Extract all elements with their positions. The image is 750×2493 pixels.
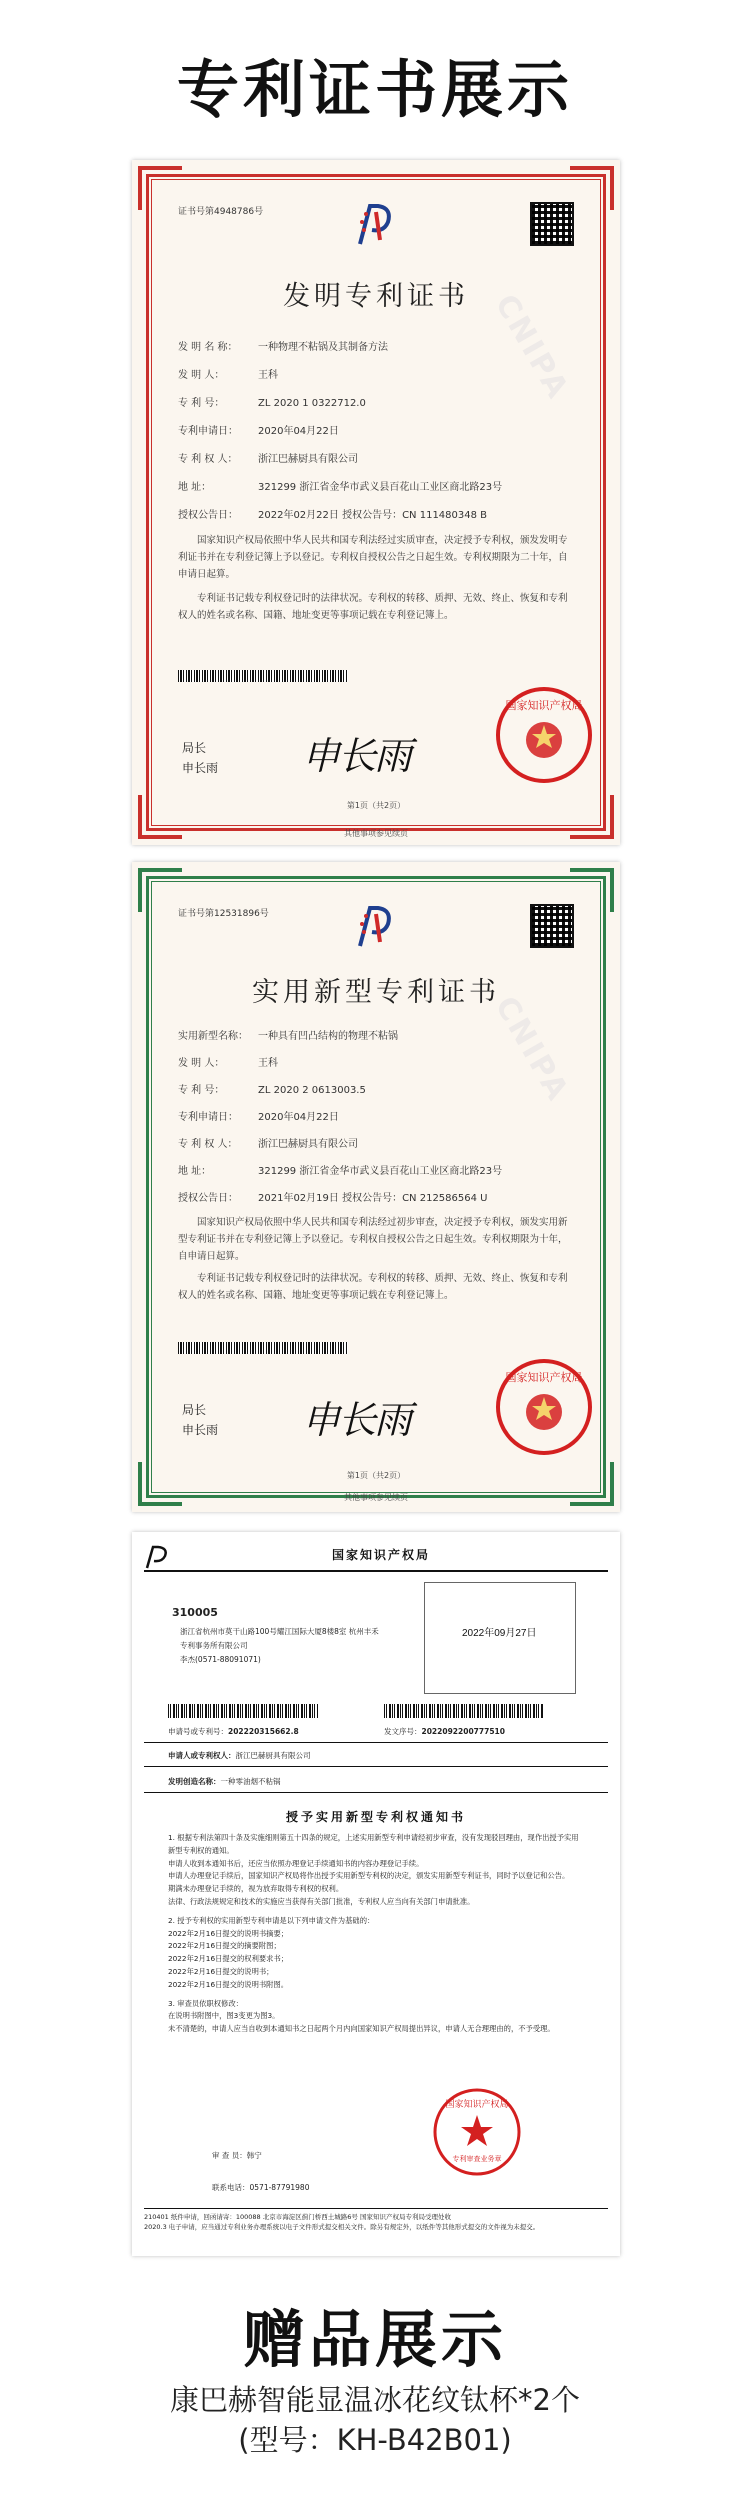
field-grant-date: 授权公告日： 2021年02月19日 授权公告号：CN 212586564 U: [178, 1193, 488, 1204]
qr-code: [530, 904, 574, 948]
watermark-text: CNIPA: [488, 990, 577, 1109]
utility-model-certificate: [132, 862, 620, 1512]
field-patent-number: 专 利 号： ZL 2020 1 0322712.0: [178, 398, 366, 409]
field-address: 地 址： 321299 浙江省金华市武义县百花山工业区商北路23号: [178, 1166, 503, 1177]
official-seal-icon: [494, 1357, 594, 1457]
document-number: 发文序号：2022092200777510: [384, 1727, 505, 1736]
qr-code: [530, 202, 574, 246]
address-line-3: 李杰(0571-88091071): [180, 1655, 261, 1664]
address-line-1: 浙江省杭州市莫干山路100号耀江国际大厦8楼8室 杭州丰禾: [180, 1627, 379, 1636]
field-address: 地 址： 321299 浙江省金华市武义县百花山工业区商北路23号: [178, 482, 503, 493]
notice-title: 授予实用新型专利权通知书: [285, 1810, 466, 1824]
handwritten-signature: 申长雨: [302, 734, 411, 778]
cnipa-logo-icon: [354, 902, 398, 952]
director-signature-label: 局长 申长雨: [182, 1403, 219, 1437]
director-signature-label: 局长 申长雨: [182, 741, 219, 775]
divider: [144, 1792, 608, 1793]
applicant: 申请人或专利权人：浙江巴赫厨具有限公司: [168, 1751, 311, 1760]
examiner: 审 查 员：韩宁: [212, 2151, 262, 2160]
page-number: 第1页（共2页）: [346, 1471, 406, 1480]
phone: 联系电话：0571-87791980: [212, 2183, 310, 2192]
postcode: 310005: [172, 1606, 218, 1619]
certificate-paragraph-2: 专利证书记载专利权登记时的法律状况。专利权的转移、质押、无效、终止、恢复和专利权人的姓名或名称、国籍、地址变更等事项记载在专利登记簿上。: [178, 593, 568, 621]
continuation-note: 其他事项参见续页: [344, 829, 408, 838]
cnipa-logo-icon: [354, 200, 398, 250]
certificate-number: 证书号第12531896号: [178, 909, 269, 919]
field-inventor: 发 明 人： 王科: [178, 1058, 278, 1069]
field-patentee: 专 利 权 人： 浙江巴赫厨具有限公司: [178, 1139, 358, 1150]
cnipa-logo-icon: [144, 1544, 174, 1570]
continuation-note: 其他事项参见续页: [344, 1493, 408, 1502]
barcode: [178, 670, 348, 682]
gift-name: 康巴赫智能显温冰花纹钛杯*2个: [170, 2383, 580, 2417]
notice-footer: 210401 纸件申请，回函请寄：100088 北京市海淀区蓟门桥西土城路6号 国家知识产权局专利局受理处收 2020.3 电子申请，应当通过专利业务办理系统以电子文件形式提交相关文件。除另有规定外，以纸件等其他形式提交的文件视为未提交。: [144, 2213, 540, 2231]
address-line-2: 专利事务所有限公司: [180, 1641, 248, 1650]
divider: [144, 1742, 608, 1743]
field-patentee: 专 利 权 人： 浙江巴赫厨具有限公司: [178, 454, 358, 465]
field-name: 实用新型名称： 一种具有凹凸结构的物理不粘锅: [178, 1031, 398, 1042]
application-number: 申请号或专利号：202220315662.8: [168, 1727, 299, 1736]
svg-text:国家知识产权局: 国家知识产权局: [505, 699, 583, 712]
official-seal-icon: [494, 685, 594, 785]
handwritten-signature: 申长雨: [302, 1398, 411, 1442]
divider: [144, 2208, 608, 2209]
invention-name: 发明创造名称：一种零油烟不粘锅: [168, 1777, 281, 1786]
svg-text:国家知识产权局: 国家知识产权局: [445, 2100, 509, 2110]
notice-body: 1. 根据专利法第四十条及实施细则第五十四条的规定，上述实用新型专利申请经初步审查，没有发现驳回理由，现作出授予实用新型专利权的通知。 申请人收到本通知书后，还应当依照办理登记手续通知书的内容办理登记手续。 申请人办理登记手续后，国家知识产权局将作出授予实用新型专利权的决定，颁发实用新型专利证书，同时予以登记和公告。 期满未办理登记手续的，视为放弃取得专利权的权利。 法律、行政法规规定和技术的实施应当获得有关部门批准，专利权人应当向有关部门申请批准。 2. 授予专利权的实用新型专利申请是以下列申请文件为基础的： 2022年2月16日提交的说明书摘要； 2022年2月16日提交的摘要附图； 2022年2月16日提交的权利要求书； 2022年2月16日提交的说明书； 2022年2月16日提交的说明书附图。 3. 审查员依职权修改： 在说明书附图中，图3变更为图3。 未不清楚的，申请人应当自收到本通知书之日起两个月内向国家知识产权局提出异议，申请人无合理理由的，不予受理。: [168, 1833, 579, 2034]
agency-name: 国家知识产权局: [332, 1548, 431, 1562]
page-title-gifts: 赠品展示: [242, 2303, 507, 2376]
official-seal-icon: [432, 2087, 522, 2177]
barcode: [178, 1342, 348, 1354]
field-patent-number: 专 利 号： ZL 2020 2 0613003.5: [178, 1085, 366, 1096]
page-title-patents: 专利证书展示: [176, 53, 573, 126]
certificate-paragraph-1: 国家知识产权局依照中华人民共和国专利法经过实质审查，决定授予专利权，颁发发明专利证书并在专利登记簿上予以登记。专利权自授权公告之日起生效。专利权期限为二十年，自申请日起算。: [178, 535, 568, 580]
svg-text:专利审查业务章: 专利审查业务章: [452, 2155, 502, 2163]
page-number: 第1页（共2页）: [346, 801, 406, 810]
field-grant-date: 授权公告日： 2022年02月22日 授权公告号：CN 111480348 B: [178, 510, 488, 521]
certificate-number: 证书号第4948786号: [178, 207, 264, 217]
certificate-title: 发明专利证书: [283, 281, 469, 312]
divider: [144, 1766, 608, 1767]
barcode: [168, 1704, 318, 1718]
field-name: 发 明 名 称： 一种物理不粘锅及其制备方法: [178, 342, 388, 353]
notice-date: 2022年09月27日: [462, 1628, 537, 1639]
certificate-title: 实用新型专利证书: [252, 977, 500, 1008]
certificate-paragraph-1: 国家知识产权局依照中华人民共和国专利法经过初步审查，决定授予专利权，颁发实用新型专利证书并在专利登记簿上予以登记。专利权自授权公告之日起生效。专利权期限为十年，自申请日起算。: [178, 1217, 568, 1262]
field-filing-date: 专利申请日： 2020年04月22日: [178, 1112, 339, 1123]
field-inventor: 发 明 人： 王科: [178, 370, 278, 381]
invention-patent-certificate: [132, 160, 620, 845]
svg-text:国家知识产权局: 国家知识产权局: [505, 1371, 583, 1384]
watermark-text: CNIPA: [488, 288, 577, 407]
field-filing-date: 专利申请日： 2020年04月22日: [178, 426, 339, 437]
barcode: [384, 1704, 544, 1718]
grant-notice-document: [132, 1532, 620, 2256]
certificate-paragraph-2: 专利证书记载专利权登记时的法律状况。专利权的转移、质押、无效、终止、恢复和专利权人的姓名或名称、国籍、地址变更等事项记载在专利登记簿上。: [178, 1273, 568, 1301]
gift-model: (型号：KH-B42B01): [238, 2423, 512, 2457]
divider: [144, 1570, 608, 1572]
